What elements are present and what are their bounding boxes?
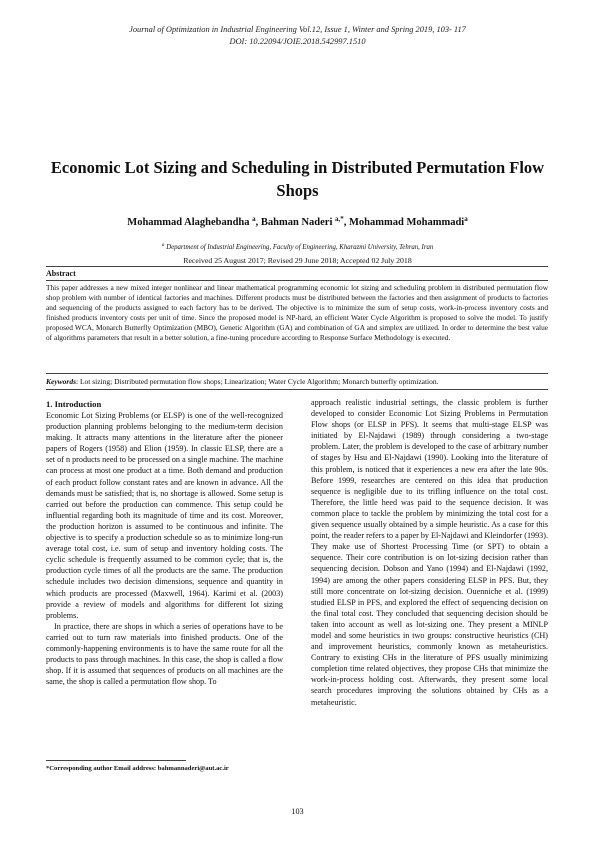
right-column xyxy=(311,397,548,708)
author-name: Mohammad Mohammadi xyxy=(349,217,465,228)
intro-paragraph-2: In practice, there are shops in which a series of operations have to be carried out to turn raw materials into finished products. One of the commonly-happening environments is to have the same route for all the products to pass through machines. In this case, the shop is called a flow shop. If it is assumed that sequences of products on all machines are the same, the shop is called a permutation flow shop. To xyxy=(46,621,283,687)
submission-dates: Received 25 August 2017; Revised 29 June 2018; Accepted 02 July 2018 xyxy=(183,256,412,265)
author-affil-mark: a xyxy=(464,215,468,223)
keywords xyxy=(46,377,548,387)
abstract-bottom-rule xyxy=(46,373,548,374)
journal-line: Journal of Optimization in Industrial Engineering Vol.12, Issue 1, Winter and Spring 2019, 103- 117 xyxy=(129,25,466,34)
intro-paragraph-1: Economic Lot Sizing Problems (or ELSP) is one of the well-recognized production planning problems belonging to the medium-term decision making. It attracts many attentions in the literature after the pioneer papers of Rogers (1958) and Elion (1959). In classic ELSP, there are a set of n products need to be processed on a single machine. The machine can process at most one product at a time. Both demand and production of each product follow constant rates and are known in advance. All the demands must be satisfied; that is, no shortage is allowed. Some setup is carried out before the production can commence. This setup could be influential regarding both its magnitude of time and its cost. Moreover, the production horizon is assumed to be continuous and infinite. The objective is to specify a production schedule so as to minimize long-run average total cost, i.e. sum of setup and inventory holding costs. The cyclic schedule is frequently assumed to be common cycle; that is, the production cycle times of all the products are the same. The production schedule includes two decision dimensions, sequence and quantity in which products are processed (Maxwell, 1964). Karimi et al. (2003) provide a review of models and algorithms for different lot sizing problems. xyxy=(46,411,283,620)
author-affil-mark: a xyxy=(252,215,256,223)
journal-header xyxy=(0,24,595,48)
abstract-heading: Abstract xyxy=(46,269,76,278)
affiliation-mark: a xyxy=(161,242,165,248)
doi-line: DOI: 10.22094/JOIE.2018.542997.1510 xyxy=(229,37,366,46)
author-list: Mohammad Alaghebandha $^a$, Bahman Naderi $^{a,*}$, Mohammad Mohammadi$^a$ xyxy=(127,215,468,228)
affiliation xyxy=(0,240,595,253)
paper-title: Economic Lot Sizing and Scheduling in Distributed Permutation Flow Shops xyxy=(50,158,545,200)
author-name: Mohammad Alaghebandha xyxy=(127,217,250,228)
author-affil-mark: a,* xyxy=(335,215,344,223)
abstract-heading-rule xyxy=(46,280,548,281)
keywords-rule xyxy=(46,389,548,390)
keywords-text: : Lot sizing; Distributed permutation flow shops; Linearization; Water Cycle Algorithm; Monarch butterfly optimization. xyxy=(76,377,439,386)
intro-paragraph-3: approach realistic industrial settings, the classic problem is further developed to consider Economic Lot Sizing Problems in Permutation Flow shops (or ELSP in PFS). It seems that multi-stage ELSP was initiated by El-Najdawi (1989) through considering a two-stage problem. Later, the problem is developed to the case of arbitrary number of stages by Hsu and El-Najdawi (1990). Looking into the literature of this problem, is noticed that it experiences a new era after the late 90s. Before 1999, researches are centered on this idea that production sequence is negligible due to its trifling influence on the total cost. Therefore, the little heed was paid to the sequence decision. It was common place to tackle the problem by minimizing the total cost for a given sequence usually obtained by a simple heuristic. As a case for this point, the reader refers to a paper by El-Najdawi and Kleindorfer (1993). They make use of Shortest Processing Time (or SPT) to obtain a sequence. Their core contribution is on lot-sizing decision rather than sequencing decision. Dobson and Yano (1994) and El-Najdawi (1992, 1994) are among the other papers considering ELSP in PFS. But, they still more concentrate on lot-sizing decision. Ouenniche et al. (1999) studied ELSP in PFS, and explored the effect of sequencing decision on the final total cost. They concluded that sequencing decision should be taken into account as well as lot-sizing one. They present a MINLP model and some heuristics in two groups: constructive heuristics (CH) and improvement heuristics, commonly known as metaheuristics. Contrary to existing CHs in the literature of PFS usually minimizing completion time related objectives, they propose CHs that minimize the work-in-process holding cost. Afterwards, they present some local search procedures improving the solutions obtained by CHs as a metaheuristic. xyxy=(311,398,548,707)
affiliation-text: Department of Industrial Engineering, Faculty of Engineering, Kharazmi University, Tehran, Iran xyxy=(166,244,434,251)
keywords-label: Keywords xyxy=(46,377,76,386)
abstract-top-rule xyxy=(46,266,548,267)
corresponding-author-footnote: *Corresponding author Email address: bahmannaderi@aut.ac.ir xyxy=(46,765,229,772)
section-heading-introduction: 1. Introduction xyxy=(46,399,102,409)
abstract-text: This paper addresses a new mixed integer nonlinear and linear mathematical programming economic lot sizing and scheduling problem in distributed permutation flow shop problem with number of identical factories and machines. Different products must be distributed between the factories and then assignment of products to factories and sequencing of the products assigned to each factory has to be derived. The objective is to minimize the sum of setup costs, work-in-process inventory costs and finished products inventory costs per unit of time. Since the proposed model is NP-hard, an efficient Water Cycle Algorithm is proposed to solve the model. To justify proposed WCA, Monarch Butterfly Optimization (MBO), Genetic Algorithm (GA) and combination of GA and simplex are utilized. In order to determine the best value of algorithms parameters that result in a better solution, a fine-tuning procedure according to Response Surface Methodology is executed. xyxy=(46,283,548,343)
left-column xyxy=(46,398,283,687)
page-number: 103 xyxy=(291,807,304,816)
footnote-rule xyxy=(46,760,186,761)
author-name: Bahman Naderi xyxy=(260,217,333,228)
